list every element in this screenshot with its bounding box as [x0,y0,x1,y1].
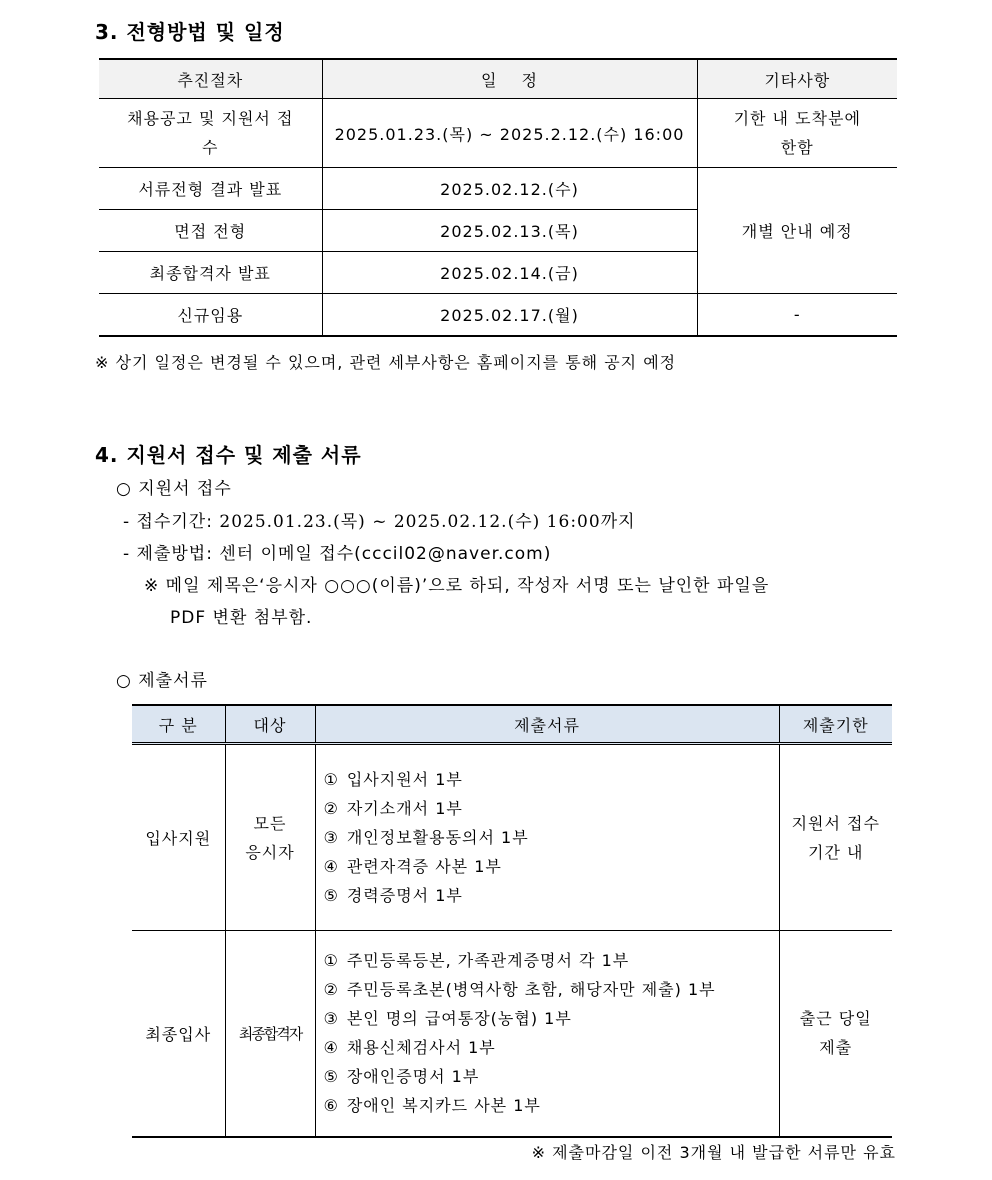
period-value: 2025.01.23.(목) ~ 2025.02.12.(수) 16:00 [219,512,601,532]
step-cell: 채용공고 및 지원서 접수 [99,99,322,168]
date-cell: 2025.02.14.(금) [322,252,697,294]
header-date: 일 정 [322,59,697,99]
table-row [99,168,897,210]
header-deadline: 제출기한 [779,705,892,744]
category-cell: 최종입사 [132,931,225,1137]
header-documents: 제출서류 [315,705,779,744]
period-suffix: 까지 [600,512,636,532]
documents-table [132,704,892,1138]
list-item: ② 자기소개서 1부 [323,799,463,818]
date-cell: 2025.02.12.(수) [322,168,697,210]
documents-cell [315,931,779,1137]
list-item: ④ 관련자격증 사본 1부 [323,857,502,876]
step-cell: 서류전형 결과 발표 [99,168,322,210]
step-cell: 최종합격자 발표 [99,252,322,294]
documents-footnote: ※ 제출마감일 이전 3개월 내 발급한 서류만 유효 [531,1143,896,1162]
step-cell: 신규임용 [99,294,322,336]
list-item: ③ 개인정보활용동의서 1부 [323,828,529,847]
list-item: ⑥ 장애인 복지카드 사본 1부 [323,1096,541,1116]
note-cell: 기한 내 도착분에 한함 [697,99,897,168]
documents-cell [315,744,779,931]
table-row [99,294,897,336]
target-cell: 최종합격자 [225,931,315,1137]
table-row [99,99,897,168]
date-cell: 2025.02.13.(목) [322,210,697,252]
target-cell: 모든 응시자 [225,744,315,931]
list-item: ① 주민등록등본, 가족관계증명서 각 1부 [323,951,630,971]
email-note-line-1: ※ 메일 제목은‘응시자 ○○○(이름)’으로 하되, 작성자 서명 또는 날인한 파일을 [144,576,770,596]
schedule-footnote: ※ 상기 일정은 변경될 수 있으며, 관련 세부사항은 홈페이지를 통해 공지 예정 [95,353,677,372]
merged-note-cell: 개별 안내 예정 [697,168,897,294]
documents-subheading: ○ 제출서류 [116,671,208,691]
step-cell: 면접 전형 [99,210,322,252]
section-3-title: 3. 전형방법 및 일정 [95,20,285,44]
submission-method: - 제출방법: 센터 이메일 접수(cccil02@naver.com) [123,544,552,564]
schedule-table [99,58,897,337]
table-row [132,931,892,1137]
category-cell: 입사지원 [132,744,225,931]
header-step: 추진절차 [99,59,322,99]
date-cell: 2025.01.23.(목) ~ 2025.2.12.(수) 16:00 [322,99,697,168]
application-subheading: ○ 지원서 접수 [116,479,232,499]
deadline-cell: 지원서 접수기간 내 [779,744,892,931]
documents-header-row [132,705,892,744]
date-cell: 2025.02.17.(월) [322,294,697,336]
note-cell: - [697,294,897,336]
header-target: 대상 [225,705,315,744]
list-item: ④ 채용신체검사서 1부 [323,1038,496,1058]
header-note: 기타사항 [697,59,897,99]
list-item: ③ 본인 명의 급여통장(농협) 1부 [323,1009,572,1029]
table-row [132,744,892,931]
list-item: ⑤ 장애인증명서 1부 [323,1067,480,1087]
list-item: ⑤ 경력증명서 1부 [323,886,463,905]
section-4-title: 4. 지원서 접수 및 제출 서류 [95,443,362,467]
schedule-header-row [99,59,897,99]
email-note-line-2: PDF 변환 첨부함. [170,608,313,628]
header-category: 구 분 [132,705,225,744]
list-item: ① 입사지원서 1부 [323,770,463,789]
period-label: - 접수기간: [123,512,213,532]
deadline-cell: 출근 당일 제출 [779,931,892,1137]
list-item: ② 주민등록초본(병역사항 초함, 해당자만 제출) 1부 [323,980,716,1000]
application-period [123,507,636,532]
